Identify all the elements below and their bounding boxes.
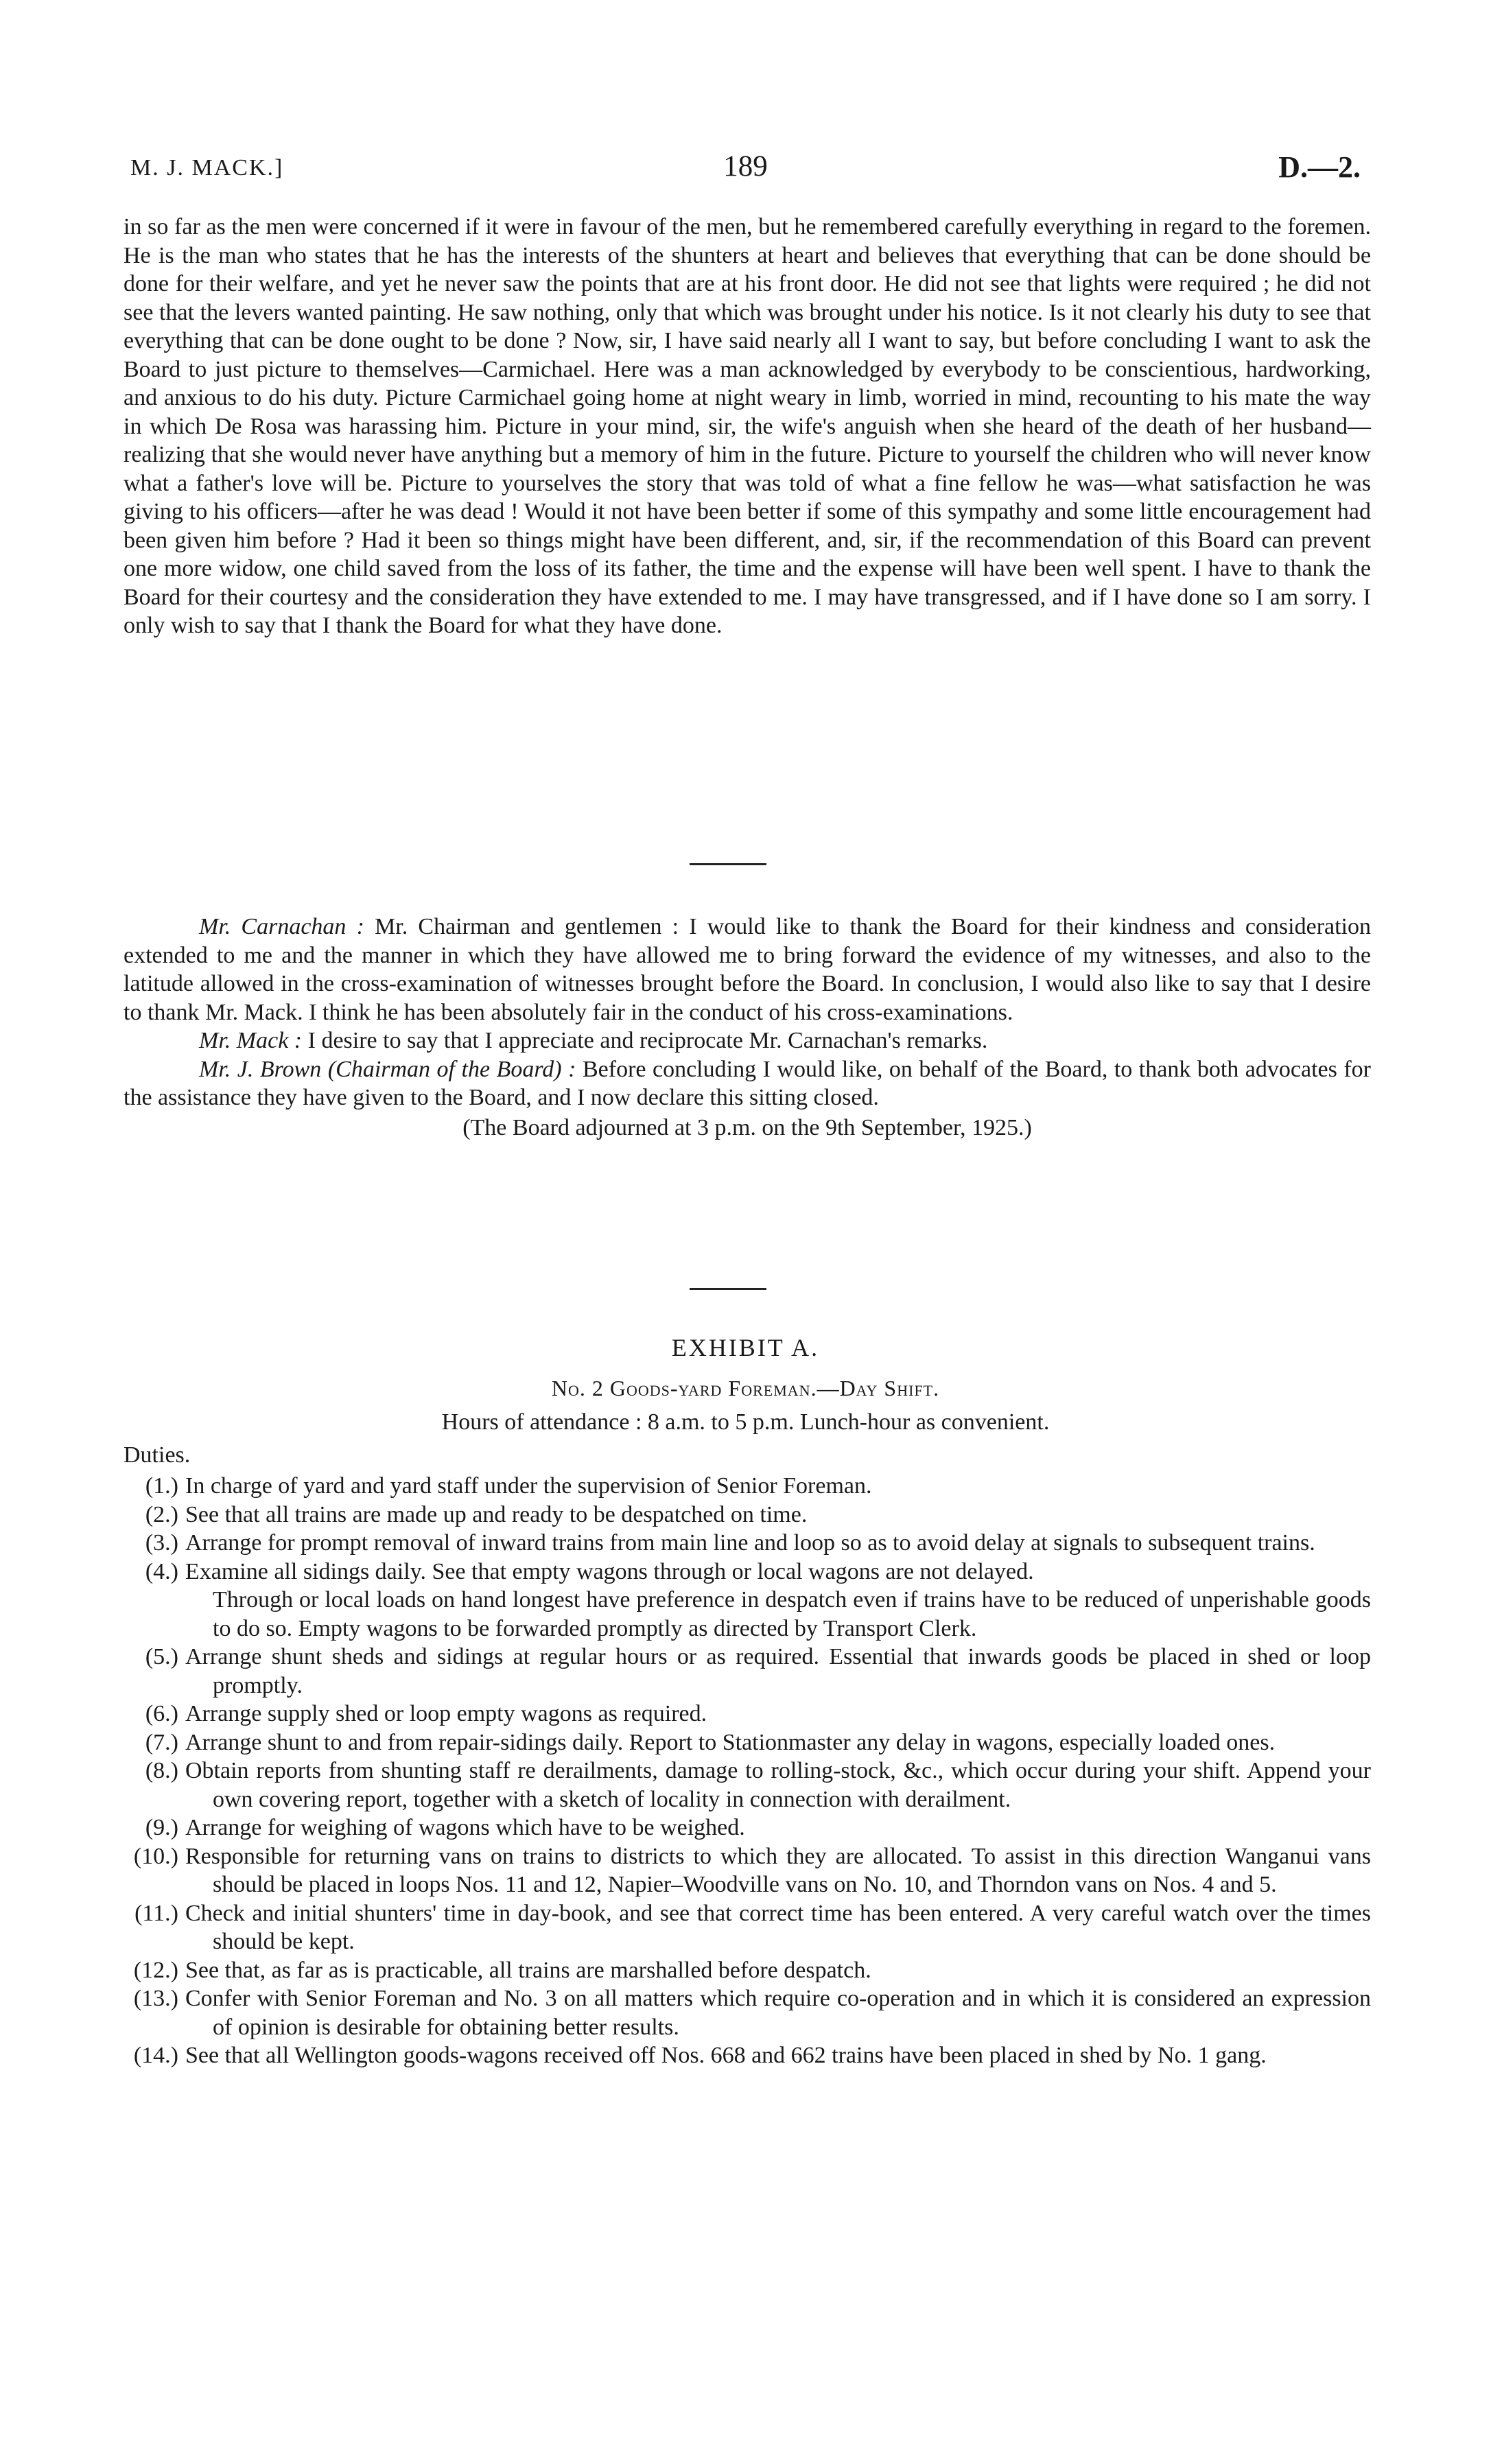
speaker-name: Mr. Carnachan : — [199, 914, 364, 939]
closing-address-paragraph: in so far as the men were concerned if it were in favour of the men, but he remembered carefully everything in regard to the foremen. He is the man who states that he has the interests of the shunters at heart and believes that everything that can be done should be done for their welfare, and yet he never saw the points that are at his front door. He did not see that lights were required ; he did not see that the levers wanted painting. He saw nothing, only that which was brought under his notice. Is it not clearly his duty to see that everything that can be done ought to be done ? Now, sir, I have said nearly all I want to say, but before concluding I want to ask the Board to just picture to themselves—Carmichael. Here was a man acknowledged by everybody to be conscientious, hardworking, and anxious to do his duty. Picture Carmichael going home at night weary in limb, worried in mind, recounting to his mate the way in which De Rosa was harassing him. Picture in your mind, sir, the wife's anguish when she heard of the death of her husband—realizing that she would never have anything but a memory of him in the future. Picture to yourself the children who will never know what a father's love will be. Picture to yourselves the story that was told of what a fine fellow he was—what satisfaction he was giving to his officers—after he was dead ! Would it not have been better if some of this sympathy and some little encouragement had been given him before ? Had it been so things might have been different, and, sir, if the recommendation of this Board can prevent one more widow, one child saved from the loss of its father, the time and the expense will have been well spent. I have to thank the Board for their courtesy and the consideration they have extended to me. I may have transgressed, and if I have done so I am sorry. I only wish to say that I thank the Board for what they have done. — [124, 214, 1371, 638]
speech-text: Before concluding I would like, on behalf of the Board, to thank both advocates for the assistance they have given to the Board, and I now declare this sitting closed. — [124, 1056, 1372, 1110]
duty-number: (13.) — [133, 1986, 178, 2011]
duty-number: (10.) — [133, 1843, 178, 1869]
duty-number: (8.) — [145, 1758, 178, 1783]
duty-item — [124, 1643, 1371, 1700]
exhibit-title: EXHIBIT A. — [671, 1334, 820, 1361]
duty-item — [124, 1984, 1371, 2041]
exhibit-hours: Hours of attendance : 8 a.m. to 5 p.m. Lunch-hour as convenient. — [441, 1409, 1050, 1435]
duty-item — [124, 1757, 1371, 1814]
duty-number: (11.) — [134, 1900, 178, 1926]
speaker-name: Mr. Mack : — [199, 1028, 303, 1053]
duty-number: (3.) — [145, 1530, 178, 1556]
duty-item — [124, 1529, 1371, 1558]
duty-number: (14.) — [133, 2043, 178, 2068]
duty-item — [124, 1558, 1371, 1643]
duty-item — [124, 2041, 1371, 2070]
speech-mack — [124, 1026, 1371, 1055]
section-divider — [690, 863, 766, 865]
speech-text: I desire to say that I appreciate and reciprocate Mr. Carnachan's remarks. — [302, 1028, 988, 1053]
closing-remarks — [124, 913, 1371, 1142]
duty-text: Arrange for prompt removal of inward trains from main line and loop so as to avoid delay at signals to subsequent trains. — [185, 1530, 1315, 1556]
duty-text-block — [185, 1558, 1371, 1643]
duty-text: See that all Wellington goods-wagons received off Nos. 668 and 662 trains have been placed in shed by No. 1 gang. — [185, 2043, 1267, 2068]
duty-text: Responsible for returning vans on trains to districts to which they are allocated. To assist in this direction Wanganui vans should be placed in loops Nos. 11 and 12, Napier–Woodville vans on No. 10, and Thorndon vans on Nos. 4 and 5. — [185, 1843, 1371, 1897]
duty-item — [124, 1472, 1371, 1501]
duty-text: Arrange for weighing of wagons which have to be weighed. — [185, 1815, 745, 1840]
duty-text: Arrange shunt sheds and sidings at regular hours or as required. Essential that inwards goods be placed in shed or loop promptly. — [185, 1644, 1371, 1698]
duty-number: (2.) — [145, 1501, 178, 1527]
duty-number: (4.) — [145, 1558, 178, 1584]
duty-item — [124, 1700, 1371, 1728]
duties-label: Duties. — [124, 1442, 191, 1468]
speech-text: Mr. Chairman and gentlemen : I would like to thank the Board for their kindness and consideration extended to me and the manner in which they have allowed me to bring forward the evidence of my witnesses, and also to the latitude allowed in the cross-examination of witnesses brought before the Board. In conclusion, I would also like to say that I desire to thank Mr. Mack. I think he has been absolutely fair in the conduct of his cross-examinations. — [124, 914, 1372, 1025]
duty-number: (5.) — [145, 1644, 178, 1669]
section-divider — [690, 1288, 766, 1290]
header-witness-name: M. J. MACK.] — [130, 155, 284, 180]
speech-chairman — [124, 1055, 1371, 1112]
duty-text: Arrange supply shed or loop empty wagons as required. — [185, 1701, 707, 1726]
duty-text: Examine all sidings daily. See that empty wagons through or local wagons are not delayed. — [185, 1558, 1034, 1584]
duty-number: (6.) — [145, 1701, 178, 1726]
duty-text: Arrange shunt to and from repair-sidings daily. Report to Stationmaster any delay in wagons, especially loaded ones. — [185, 1729, 1276, 1755]
duty-item — [124, 1728, 1371, 1757]
duty-number: (1.) — [145, 1473, 178, 1499]
duty-item — [124, 1956, 1371, 1985]
page-number: 189 — [723, 150, 768, 183]
duty-text: See that, as far as is practicable, all trains are marshalled before despatch. — [185, 1957, 871, 1983]
duty-number: (9.) — [145, 1815, 178, 1840]
duty-text: See that all trains are made up and ready to be despatched on time. — [185, 1501, 808, 1527]
duty-number: (7.) — [145, 1729, 178, 1755]
speaker-name: Mr. J. Brown (Chairman of the Board) : — [199, 1056, 576, 1082]
duty-item — [124, 1899, 1371, 1956]
duty-text-continued: Through or local loads on hand longest have preference in despatch even if trains have to be reduced of unperishable goods to do so. Empty wagons to be forwarded promptly as directed by Transport Clerk. — [213, 1587, 1371, 1641]
duty-item — [124, 1842, 1371, 1899]
duty-item — [124, 1814, 1371, 1842]
adjournment-note: (The Board adjourned at 3 p.m. on the 9th September, 1925.) — [462, 1114, 1032, 1140]
duty-text: In charge of yard and yard staff under the supervision of Senior Foreman. — [185, 1473, 872, 1499]
duty-number: (12.) — [133, 1957, 178, 1983]
page-header — [130, 150, 1361, 191]
speech-carnachan — [124, 913, 1371, 1026]
duties-list — [124, 1472, 1371, 2070]
exhibit-subtitle: No. 2 Goods-yard Foreman.—Day Shift. — [551, 1376, 940, 1400]
duty-text: Obtain reports from shunting staff re derailments, damage to rolling-stock, &c., which occur during your shift. Append your own covering report, together with a sketch of locality in connection with derailment. — [185, 1758, 1371, 1812]
duty-text: Check and initial shunters' time in day-book, and see that correct time has been entered. A very careful watch over the times should be kept. — [185, 1900, 1371, 1954]
document-reference: D.—2. — [1278, 150, 1361, 184]
duty-item — [124, 1501, 1371, 1529]
duty-text: Confer with Senior Foreman and No. 3 on all matters which require co-operation and in which it is considered an expression of opinion is desirable for obtaining better results. — [185, 1986, 1371, 2040]
